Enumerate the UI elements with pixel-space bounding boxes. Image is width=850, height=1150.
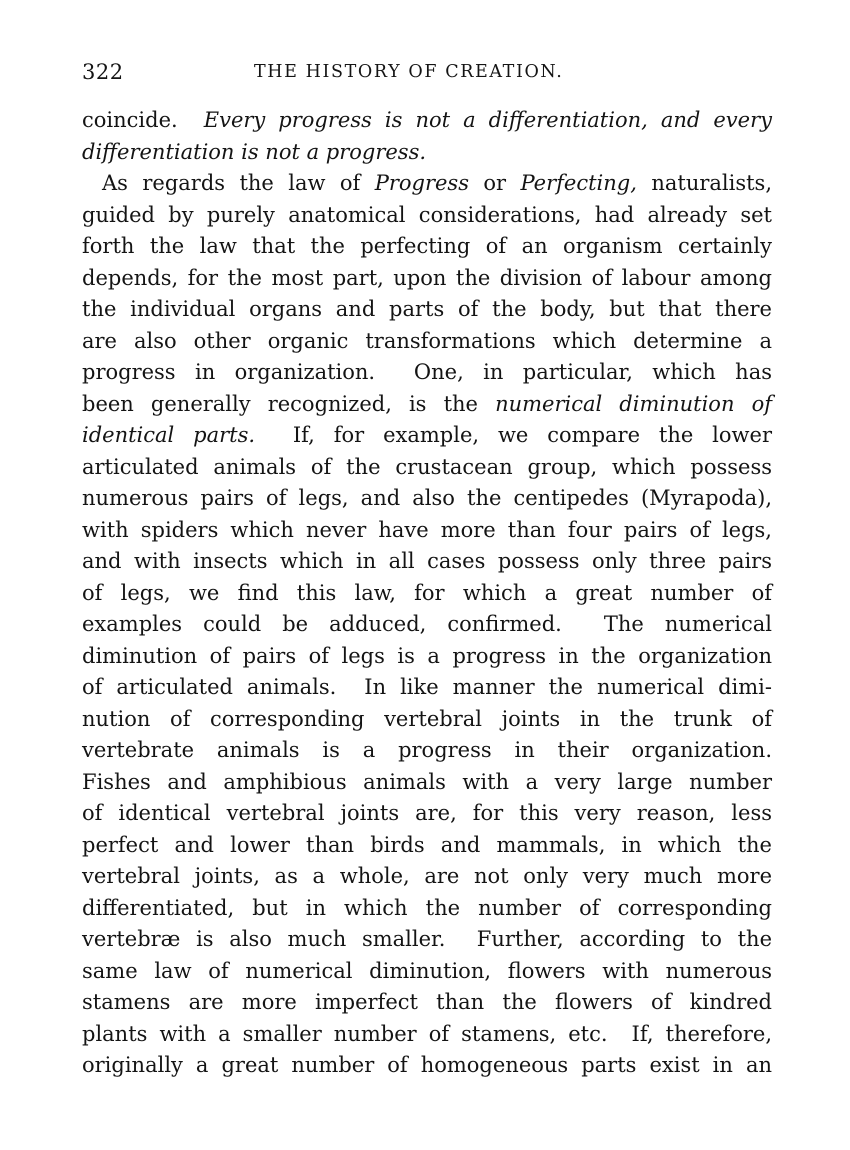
text-line	[82, 672, 772, 704]
text-line	[82, 987, 772, 1019]
text-line	[82, 168, 772, 200]
text-line	[82, 105, 772, 137]
text-segment: vertebrate animals is a progress in their organization.	[82, 738, 772, 762]
italic-text: numerical diminution of	[495, 391, 772, 416]
text-segment: diminution of pairs of legs is a progress in the organization	[82, 643, 772, 668]
text-segment: guided by purely anatomical considerations, had already set	[82, 202, 772, 227]
text-line	[82, 231, 772, 263]
text-segment: of articulated animals. In like manner the numerical dimi-	[82, 675, 772, 699]
text-line	[82, 735, 772, 767]
text-line	[82, 452, 772, 484]
text-line	[82, 515, 772, 547]
text-segment: stamens are more imperfect than the flowers of kindred	[82, 990, 772, 1014]
text-line	[82, 798, 772, 830]
italic-text: Progress	[374, 171, 469, 195]
text-segment: forth the law that the perfecting of an organism certainly	[82, 234, 772, 258]
text-segment: same law of numerical diminution, flowers with numerous	[82, 958, 772, 983]
text-line	[82, 861, 772, 893]
text-segment: nution of corresponding vertebral joints in the trunk of	[82, 706, 772, 731]
text-segment: coincide.	[82, 108, 204, 132]
text-segment: vertebral joints, as a whole, are not only very much more	[82, 864, 772, 888]
text-segment: Fishes and amphibious animals with a very large number	[82, 769, 772, 794]
page-header	[82, 60, 772, 90]
text-line	[82, 326, 772, 358]
text-line	[82, 420, 772, 452]
text-segment: the individual organs and parts of the body, but that there	[82, 297, 772, 321]
text-line	[82, 956, 772, 988]
text-line	[82, 546, 772, 578]
text-segment: are also other organic transformations which determine a	[82, 328, 772, 353]
text-segment: numerous pairs of legs, and also the centipedes (Myrapoda),	[82, 486, 772, 510]
text-line	[82, 1050, 772, 1082]
text-line	[82, 578, 772, 610]
text-segment: vertebræ is also much smaller. Further, according to the	[82, 927, 772, 951]
body-text	[82, 105, 772, 1082]
text-line	[82, 893, 772, 925]
text-line	[82, 263, 772, 295]
text-line	[82, 924, 772, 956]
text-segment: of identical vertebral joints are, for this very reason, less	[82, 801, 772, 825]
text-segment: with spiders which never have more than four pairs of legs,	[82, 517, 772, 542]
text-segment: perfect and lower than birds and mammals, in which the	[82, 832, 772, 857]
text-line	[82, 830, 772, 862]
italic-text: Perfecting,	[520, 171, 637, 195]
text-segment: or	[468, 171, 521, 195]
text-line	[82, 137, 772, 169]
text-line	[82, 483, 772, 515]
text-segment: naturalists,	[636, 171, 772, 195]
italic-text: identical parts.	[82, 423, 256, 447]
text-line	[82, 389, 772, 421]
text-segment: differentiated, but in which the number of corresponding	[82, 895, 772, 920]
text-line	[82, 641, 772, 673]
text-line	[82, 609, 772, 641]
text-line	[82, 200, 772, 232]
text-segment: articulated animals of the crustacean group, which possess	[82, 454, 772, 479]
text-line	[82, 1019, 772, 1051]
page-number: 322	[82, 60, 124, 84]
text-segment: As regards the law of	[102, 171, 375, 195]
text-segment: If, for example, we compare the lower	[255, 423, 772, 447]
italic-text: differentiation is not a progress.	[82, 139, 427, 164]
text-segment: depends, for the most part, upon the division of labour among	[82, 265, 772, 290]
text-segment: originally a great number of homogeneous parts exist in an	[82, 1053, 772, 1077]
text-line	[82, 294, 772, 326]
text-segment: examples could be adduced, confirmed. The numerical	[82, 612, 772, 636]
text-line	[82, 357, 772, 389]
text-line	[82, 767, 772, 799]
running-head: THE HISTORY OF CREATION.	[254, 62, 564, 82]
italic-text: Every progress is not a differentiation, and every	[203, 108, 772, 132]
text-segment: plants with a smaller number of stamens, etc. If, therefore,	[82, 1021, 772, 1046]
text-segment: been generally recognized, is the	[82, 391, 496, 416]
text-line	[82, 704, 772, 736]
text-segment: and with insects which in all cases possess only three pairs	[82, 549, 772, 573]
text-segment: progress in organization. One, in particular, which has	[82, 360, 772, 384]
text-segment: of legs, we find this law, for which a great number of	[82, 580, 772, 605]
